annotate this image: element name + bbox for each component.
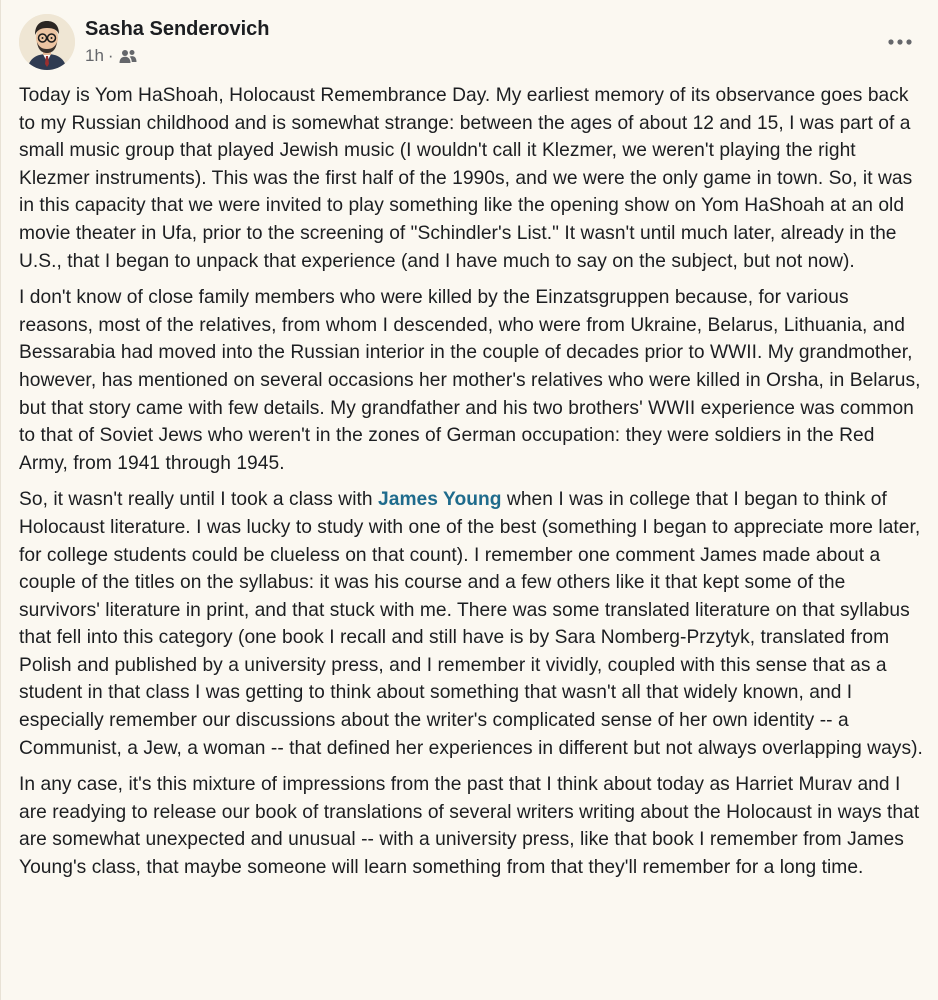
post-paragraph-4: In any case, it's this mixture of impressions from the past that I think about today as Harriet Murav and I are readying to release our book of translations of several writers writing about the Holocaust in ways that are somewhat unexpected and unusual -- with a university press, like that book I remember from James Young's class, that maybe someone will learn something from that they'll remember for a long time. xyxy=(19,774,920,879)
friends-icon[interactable] xyxy=(119,48,137,64)
post-header xyxy=(19,14,920,74)
more-options-icon xyxy=(888,39,912,45)
avatar[interactable] xyxy=(19,14,75,70)
paragraph-3-text-before: So, it wasn't really until I took a class with xyxy=(19,489,378,511)
post-timestamp[interactable]: 1h xyxy=(85,46,104,65)
post-paragraph-1: Today is Yom HaShoah, Holocaust Remembrance Day. My earliest memory of its observance goes back to my Russian childhood and is somewhat strange: between the ages of about 12 and 15, I was part of a small music group that played Jewish music (I wouldn't call it Klezmer, we weren't playing the right Klezmer instruments). This was the first half of the 1990s, and we were the only game in town. So, it was in this capacity that we were invited to play something like the opening show on Yom HaShoah at an old movie theater in Ufa, prior to the screening of "Schindler's List." It wasn't until much later, already in the U.S., that I began to unpack that experience (and I have much to say on the subject, but not now). xyxy=(19,85,913,272)
james-young-link[interactable]: James Young xyxy=(378,489,502,511)
author-name[interactable]: Sasha Senderovich xyxy=(85,18,270,40)
more-options-button[interactable] xyxy=(880,30,920,54)
meta-separator: · xyxy=(107,46,114,65)
paragraph-3-text-after: when I was in college that I began to think of Holocaust literature. I was lucky to study with one of the best (something I began to appreciate more later, for college students could be clueless on that count). I remember one comment James made about a couple of the titles on the syllabus: it was his course and a few others like it that kept some of the survivors' literature in print, and that stuck with me. There was some translated literature on that syllabus that fell into this category (one book I recall and still have is by Sara Nomberg-Przytyk, translated from Polish and published by a university press, and I remember it vividly, coupled with this sense that as a student in that class I was getting to think about something that wasn't all that widely known, and I especially remember our discussions about the writer's complicated sense of her own identity -- a Communist, a Jew, a woman -- that defined her experiences in different but not always overlapping ways). xyxy=(19,489,923,759)
post-body xyxy=(19,82,924,891)
post-paragraph-2: I don't know of close family members who were killed by the Einzatsgruppen because, for various reasons, most of the relatives, from whom I descended, who were from Ukraine, Belarus, Lithuania, and Bessarabia had moved into the Russian interior in the couple of decades prior to WWII. My grandmother, however, has mentioned on several occasions her mother's relatives who were killed in Orsha, in Belarus, but that story came with few details. My grandfather and his two brothers' WWII experience was common to that of Soviet Jews who weren't in the zones of German occupation: they were soldiers in the Red Army, from 1941 through 1945. xyxy=(19,287,921,474)
avatar-illustration xyxy=(19,14,75,70)
post-paragraph-3 xyxy=(19,486,924,762)
post-meta xyxy=(85,46,137,66)
